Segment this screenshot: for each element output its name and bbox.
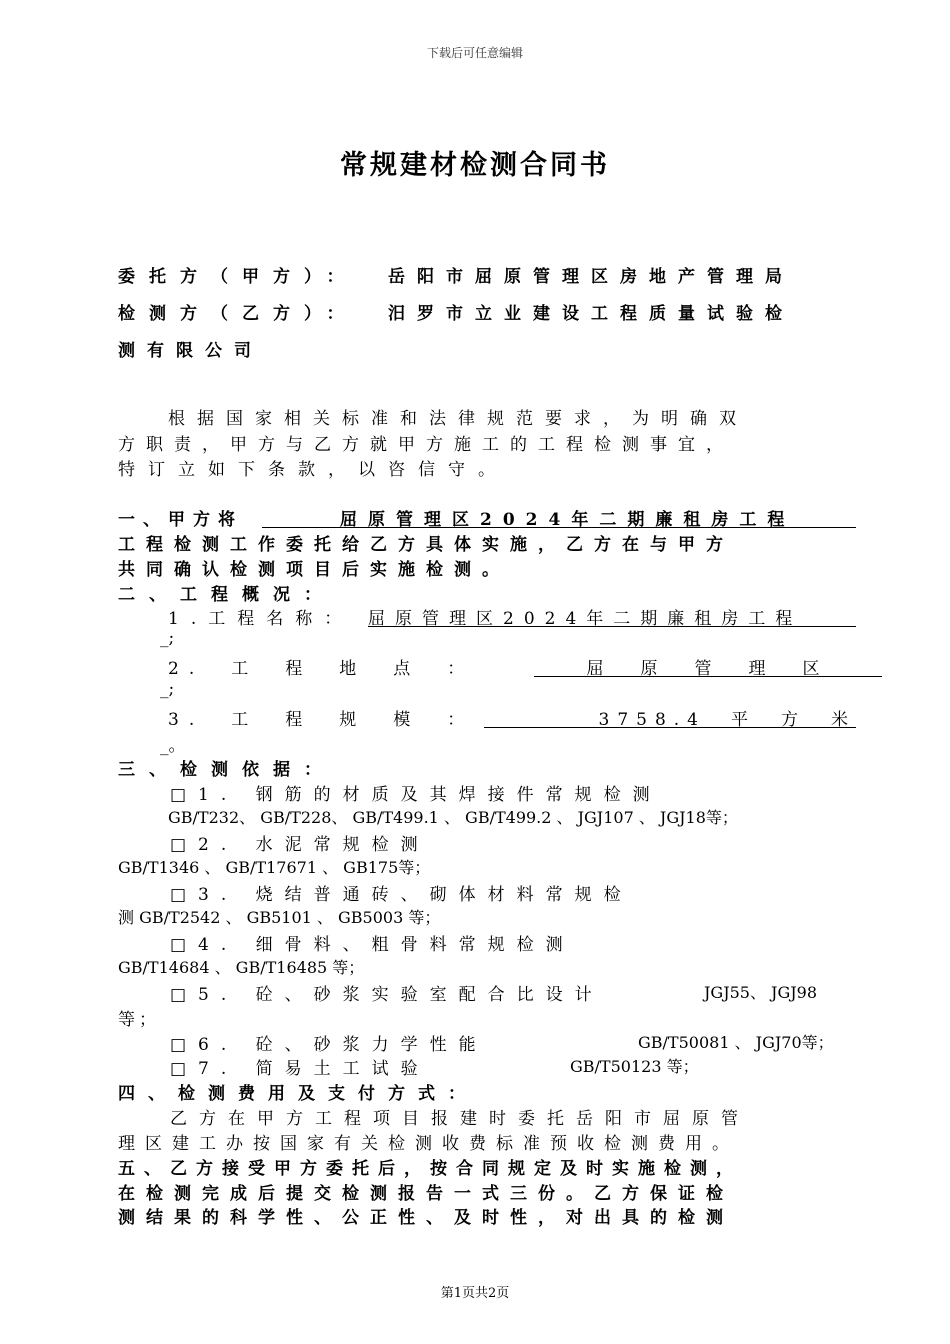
basis-item4-title: □4. 细骨料、粗骨料常规检测: [170, 935, 575, 955]
basis-item2-standards: GB/T1346 、 GB/T17671 、 GB175等；: [118, 858, 431, 877]
section1-line3: 共同确认检测项目后实施检测。: [118, 560, 510, 580]
section4-line2: 理区建工办按国家有关检测收费标准预收检测费用。: [118, 1134, 739, 1154]
project-scale-label: 3. 工 程 规 模 ：: [168, 710, 475, 730]
project-location-label: 2. 工 程 地 点 ：: [168, 659, 475, 679]
project-name-label: 1.工程名称：: [168, 609, 354, 629]
basis-item5-end: 等；: [118, 1010, 160, 1030]
basis-item7-standards: GB/T50123 等；: [570, 1057, 699, 1076]
section5-line3: 测结果的科学性、公正性、及时性，对出具的检测: [118, 1208, 734, 1228]
section1-line2: 工程检测工作委托给乙方具体实施，乙方在与甲方: [118, 535, 734, 555]
section3-heading: 三、检测依据：: [118, 760, 335, 780]
section2-heading: 二、工程概况：: [118, 585, 335, 605]
document-title: 常规建材检测合同书: [340, 150, 610, 181]
basis-item5-title: □5. 砼、砂浆实验室配合比设计: [170, 985, 604, 1005]
basis-item6-standards: GB/T50081 、 JGJ70等；: [638, 1033, 834, 1052]
project-scale-end: _。: [160, 736, 186, 756]
basis-item5-standards: JGJ55、 JGJ98: [704, 983, 818, 1002]
client-name: 岳阳市屈原管理区房地产管理局: [388, 267, 794, 287]
basis-item3-title: □3. 烧结普通砖、砌体材料常规检: [170, 885, 633, 905]
section4-line1: 乙方在甲方工程项目报建时委托岳阳市屈原管: [170, 1109, 750, 1129]
basis-item3-standards: 测 GB/T2542 、 GB5101 、 GB5003 等；: [118, 908, 441, 927]
client-label: 委托方（甲方）：: [118, 267, 358, 287]
tester-name-line2: 测有限公司: [118, 341, 263, 361]
preamble-line3: 特订立如下条款，以咨信守。: [118, 460, 508, 480]
basis-item2-title: □2. 水泥常规检测: [170, 835, 430, 855]
section1-prefix: 一、甲方将: [118, 510, 243, 530]
section1-project: 屈原管理区2024年二期廉租房工程: [340, 510, 796, 530]
section5-line2: 在检测完成后提交检测报告一式三份。乙方保证检: [118, 1184, 734, 1204]
basis-item4-standards: GB/T14684 、 GB/T16485 等；: [118, 958, 365, 977]
basis-item1-standards: GB/T232、 GB/T228、 GB/T499.1 、 GB/T499.2 、 JGJ107 、 JGJ18等；: [168, 808, 738, 827]
header-note: 下载后可任意编辑: [426, 46, 523, 60]
section1-project-underline: [262, 505, 856, 528]
page-footer: 第1页共2页: [440, 1286, 510, 1301]
project-location-value: 屈 原 管 理 区: [534, 654, 882, 677]
basis-item1-title: □1. 钢筋的材质及其焊接件常规检测: [170, 785, 662, 805]
project-name-value: 屈原管理区2024年二期廉租房工程: [368, 604, 856, 627]
project-name-end: _;: [160, 628, 175, 648]
tester-label: 检测方（乙方）：: [118, 304, 358, 324]
project-location-end: _;: [160, 679, 175, 699]
section5-line1: 五、乙方接受甲方委托后，按合同规定及时实施检测，: [118, 1159, 742, 1179]
preamble-line1: 根据国家相关标准和法律规范要求，为明确双: [168, 409, 748, 429]
preamble-line2: 方职责，甲方与乙方就甲方施工的工程检测事宜，: [118, 435, 734, 455]
section4-heading: 四、检测费用及支付方式：: [118, 1084, 478, 1104]
tester-name-line1: 汨罗市立业建设工程质量试验检: [388, 304, 794, 324]
basis-item7-title: □7. 简易土工试验: [170, 1059, 430, 1079]
basis-item6-title: □6. 砼、砂浆力学性能: [170, 1035, 488, 1055]
project-scale-value: 3758.4 平 方 米: [484, 705, 856, 728]
